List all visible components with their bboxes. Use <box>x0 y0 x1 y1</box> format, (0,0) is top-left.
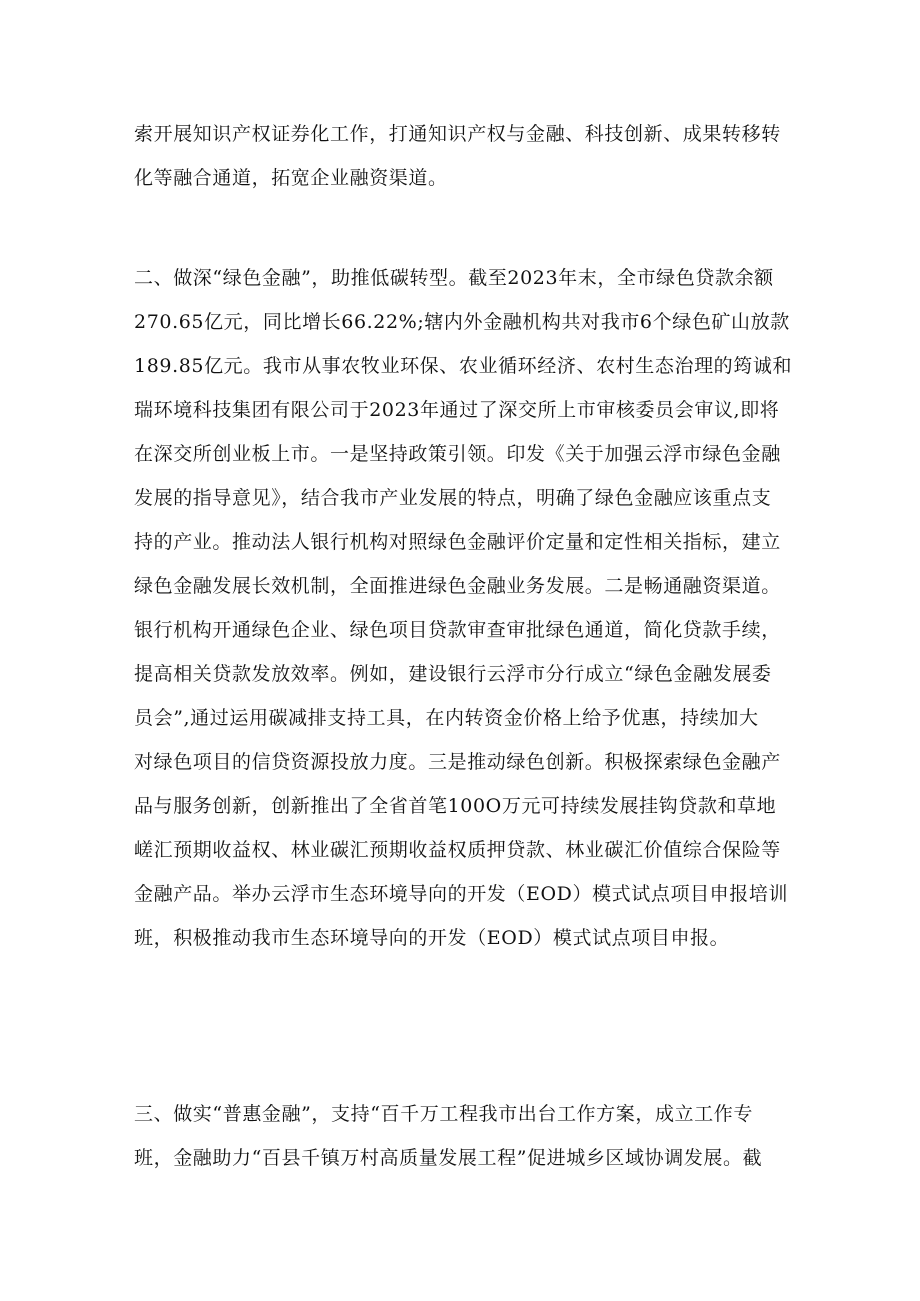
paragraph-line: 索开展知识产权证券化工作，打通知识产权与金融、科技创新、成果转移转 <box>134 123 781 145</box>
paragraph-line: 员会”,通过运用碳减排支持工具，在内转资金价格上给予优惠，持续加大 <box>134 707 759 729</box>
paragraph-line: 银行机构开通绿色企业、绿色项目贷款审查审批绿色通道，简化贷款手续， <box>134 619 781 641</box>
paragraph-line: 化等融合通道，拓宽企业融资渠道。 <box>134 167 448 189</box>
paragraph-line: 在深交所创业板上市。一是坚持政策引领。印发《关于加强云浮市绿色金融 <box>134 443 781 465</box>
paragraph-line: 对绿色项目的信贷资源投放力度。三是推动绿色创新。积极探索绿色金融产 <box>134 751 781 773</box>
paragraph-line: 三、做实“普惠金融”，支持“百千万工程我市出台工作方案，成立工作专 <box>134 1103 753 1125</box>
paragraph-ip-securitization <box>134 112 794 200</box>
paragraph-line: 班，金融助力“百县千镇万村高质量发展工程”促进城乡区域协调发展。截 <box>134 1147 763 1169</box>
paragraph-line: 发展的指导意见》，结合我市产业发展的特点，明确了绿色金融应该重点支 <box>134 487 772 509</box>
paragraph-line: 品与服务创新，创新推出了全省首笔100O万元可持续发展挂钩贷款和草地 <box>134 795 777 817</box>
paragraph-line: 班，积极推动我市生态环境导向的开发（EOD）模式试点项目申报。 <box>134 927 730 949</box>
paragraph-inclusive-finance <box>134 1092 794 1180</box>
paragraph-line: 嵯汇预期收益权、林业碳汇预期收益权质押贷款、林业碳汇价值综合保险等 <box>134 839 781 861</box>
paragraph-line: 金融产品。举办云浮市生态环境导向的开发（EOD）模式试点项目申报培训 <box>134 883 789 905</box>
paragraph-line: 提高相关贷款发放效率。例如，建设银行云浮市分行成立“绿色金融发展委 <box>134 663 772 685</box>
paragraph-green-finance <box>134 256 794 960</box>
paragraph-line: 270.65亿元，同比增长66.22%;辖内外金融机构共对我市6个绿色矿山放款 <box>134 311 790 333</box>
paragraph-line: 189.85亿元。我市从事农牧业环保、农业循环经济、农村生态治理的筠诚和 <box>134 355 793 377</box>
paragraph-line: 绿色金融发展长效机制，全面推进绿色金融业务发展。二是畅通融资渠道。 <box>134 575 781 597</box>
paragraph-line: 瑞环境科技集团有限公司于2023年通过了深交所上市审核委员会审议,即将 <box>134 399 780 421</box>
paragraph-line: 二、做深“绿色金融”，助推低碳转型。截至2023年末，全市绿色贷款余额 <box>134 267 774 289</box>
paragraph-line: 持的产业。推动法人银行机构对照绿色金融评价定量和定性相关指标，建立 <box>134 531 781 553</box>
